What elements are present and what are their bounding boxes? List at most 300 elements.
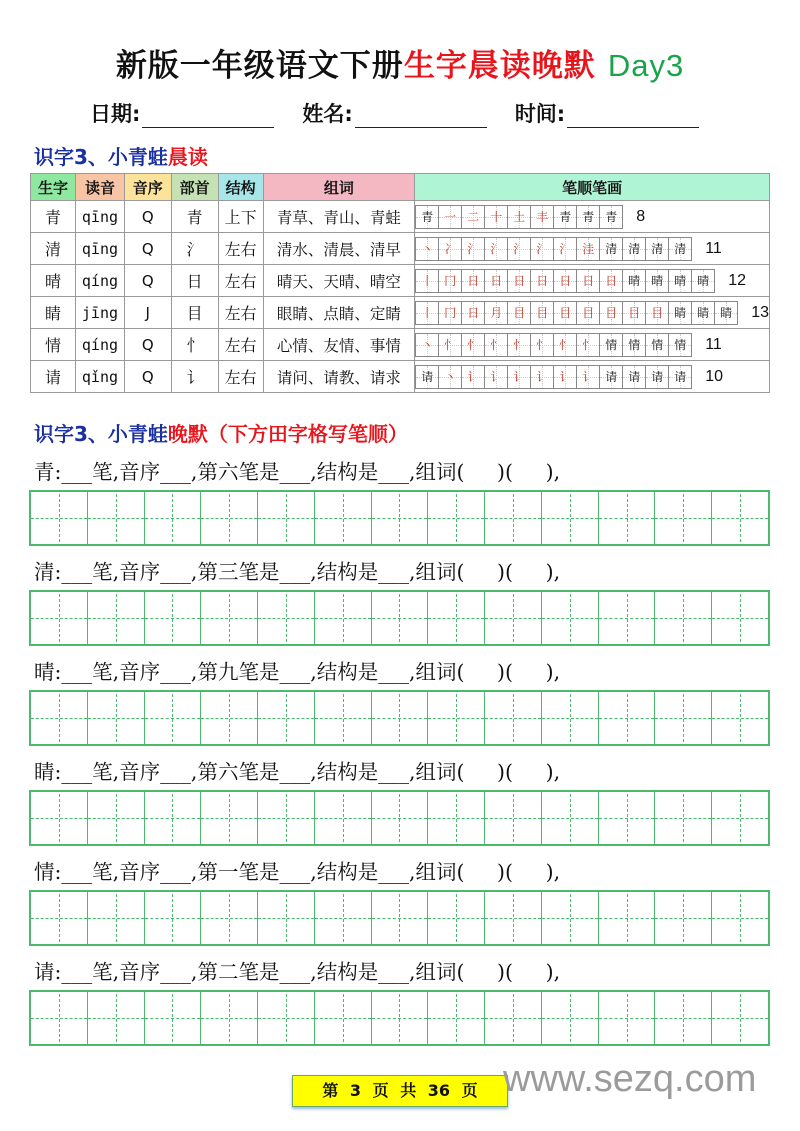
stroke-step-box: [507, 269, 531, 293]
stroke-step-box: [530, 301, 554, 325]
tianzige-cell[interactable]: [88, 692, 145, 744]
tianzige-cell[interactable]: [372, 692, 429, 744]
stroke-step-box: [507, 333, 531, 357]
stroke-step-glyph: 洼: [582, 242, 595, 256]
radical-cell: 青: [171, 201, 218, 233]
stroke-step-glyph: 青: [605, 210, 618, 224]
tianzige-cell[interactable]: [542, 592, 599, 644]
tianzige-cell[interactable]: [372, 592, 429, 644]
stroke-step-box: [461, 365, 485, 389]
stroke-step-box: [668, 365, 692, 389]
tianzige-cell[interactable]: [372, 792, 429, 844]
tianzige-cell[interactable]: [542, 792, 599, 844]
stroke-step-box: [622, 269, 646, 293]
section-lesson: 识字3、小青蛙: [34, 145, 168, 169]
section-lesson: 识字3、小青蛙: [34, 422, 168, 446]
stroke-order-cell: [415, 361, 770, 393]
tianzige-cell[interactable]: [258, 792, 315, 844]
char-cell: 请: [31, 361, 76, 393]
stroke-step-glyph: 请: [421, 370, 434, 384]
stroke-step-glyph: 丰: [536, 210, 549, 224]
stroke-order-cell: [415, 201, 770, 233]
stroke-step-box: [438, 333, 462, 357]
stroke-step-box: [438, 301, 462, 325]
stroke-step-box: [691, 301, 715, 325]
stroke-count: 11: [705, 335, 722, 353]
tianzige-cell[interactable]: [712, 892, 768, 944]
stroke-step-box: [599, 205, 623, 229]
stroke-step-box: [668, 301, 692, 325]
stroke-count: 13: [751, 303, 769, 321]
stroke-step-box: [553, 237, 577, 261]
stroke-step-glyph: 氵: [490, 242, 503, 256]
tianzige-cell[interactable]: [485, 592, 542, 644]
tianzige-cell[interactable]: [655, 492, 712, 544]
stroke-step-glyph: 日: [605, 274, 618, 288]
name-label: 姓名:: [302, 102, 353, 126]
tianzige-cell[interactable]: [428, 892, 485, 944]
tianzige-cell[interactable]: [145, 992, 202, 1044]
stroke-step-box: [530, 365, 554, 389]
stroke-step-glyph: 青: [559, 210, 572, 224]
tianzige-writing-grid: [29, 790, 770, 846]
tianzige-cell[interactable]: [145, 792, 202, 844]
char-cell: 青: [31, 201, 76, 233]
tianzige-cell[interactable]: [599, 992, 656, 1044]
stroke-step-glyph: 月: [490, 306, 503, 320]
stroke-step-box: [576, 301, 600, 325]
tianzige-cell[interactable]: [655, 592, 712, 644]
tianzige-cell[interactable]: [258, 692, 315, 744]
tianzige-cell[interactable]: [258, 592, 315, 644]
radical-cell: 讠: [171, 361, 218, 393]
stroke-step-box: [599, 365, 623, 389]
stroke-step-glyph: 日: [467, 306, 480, 320]
question-line: 睛:___笔,音序___,第六笔是___,结构是___,组词( )( ),: [34, 760, 561, 784]
tianzige-cell[interactable]: [428, 792, 485, 844]
stroke-step-glyph: 日: [490, 274, 503, 288]
tianzige-cell[interactable]: [372, 892, 429, 944]
tianzige-cell[interactable]: [88, 792, 145, 844]
stroke-step-glyph: 丶: [421, 338, 434, 352]
tianzige-cell[interactable]: [315, 492, 372, 544]
structure-cell: 左右: [218, 297, 263, 329]
time-label: 时间:: [514, 102, 566, 126]
header-strokes: 笔顺笔画: [415, 174, 770, 201]
initial-cell: Q: [124, 201, 171, 233]
stroke-step-glyph: 目: [513, 306, 526, 320]
table-row: [31, 233, 770, 265]
stroke-order-cell: [415, 265, 770, 297]
stroke-count: 8: [636, 207, 646, 225]
stroke-step-box: [507, 301, 531, 325]
tianzige-cell[interactable]: [201, 992, 258, 1044]
char-cell: 情: [31, 329, 76, 361]
stroke-step-box: [415, 365, 439, 389]
page-number-badge: 第 3 页 共 36 页: [292, 1075, 508, 1107]
stroke-step-box: [461, 301, 485, 325]
tianzige-cell[interactable]: [485, 892, 542, 944]
tianzige-writing-grid: [29, 990, 770, 1046]
tianzige-cell[interactable]: [485, 992, 542, 1044]
tianzige-cell[interactable]: [542, 492, 599, 544]
char-cell: 晴: [31, 265, 76, 297]
stroke-step-box: [461, 333, 485, 357]
stroke-order-cell: [415, 297, 770, 329]
header-char: 生字: [31, 174, 76, 201]
title-highlight: 生字晨读晚默: [403, 48, 596, 84]
structure-cell: 左右: [218, 265, 263, 297]
stroke-step-box: [484, 301, 508, 325]
stroke-step-glyph: 土: [513, 210, 526, 224]
stroke-step-glyph: 冂: [444, 274, 457, 288]
stroke-step-glyph: 讠: [582, 370, 595, 384]
stroke-order-cell: [415, 329, 770, 361]
stroke-step-glyph: 晴: [697, 274, 710, 288]
tianzige-cell[interactable]: [599, 592, 656, 644]
stroke-step-glyph: 忄: [536, 338, 549, 352]
stroke-step-box: [461, 269, 485, 293]
stroke-step-box: [484, 205, 508, 229]
stroke-step-box: [576, 365, 600, 389]
stroke-step-glyph: 日: [536, 274, 549, 288]
tianzige-cell[interactable]: [655, 692, 712, 744]
time-field[interactable]: [515, 98, 699, 128]
stroke-step-glyph: 一: [444, 210, 457, 224]
initial-cell: J: [124, 297, 171, 329]
tianzige-cell[interactable]: [201, 892, 258, 944]
tianzige-cell[interactable]: [258, 992, 315, 1044]
stroke-step-box: [438, 269, 462, 293]
header-radical: 部首: [171, 174, 218, 201]
tianzige-cell[interactable]: [31, 992, 88, 1044]
radical-cell: 日: [171, 265, 218, 297]
stroke-step-box: [484, 269, 508, 293]
stroke-step-box: [484, 237, 508, 261]
tianzige-cell[interactable]: [201, 792, 258, 844]
table-row: [31, 361, 770, 393]
tianzige-cell[interactable]: [315, 892, 372, 944]
stroke-step-glyph: 讠: [559, 370, 572, 384]
stroke-step-glyph: 目: [536, 306, 549, 320]
tianzige-cell[interactable]: [145, 492, 202, 544]
section-mode: 晚默（下方田字格写笔顺）: [167, 422, 408, 446]
tianzige-cell[interactable]: [258, 492, 315, 544]
stroke-step-glyph: 情: [628, 338, 641, 352]
stroke-step-glyph: 忄: [582, 338, 595, 352]
stroke-step-glyph: 目: [559, 306, 572, 320]
stroke-step-glyph: 清: [628, 242, 641, 256]
stroke-step-glyph: 目: [628, 306, 641, 320]
tianzige-cell[interactable]: [712, 992, 768, 1044]
tianzige-cell[interactable]: [315, 792, 372, 844]
stroke-step-glyph: 忄: [559, 338, 572, 352]
stroke-step-glyph: 冂: [444, 306, 457, 320]
tianzige-cell[interactable]: [201, 492, 258, 544]
stroke-step-box: [461, 205, 485, 229]
stroke-step-glyph: 日: [513, 274, 526, 288]
initial-cell: Q: [124, 233, 171, 265]
structure-cell: 左右: [218, 329, 263, 361]
stroke-step-box: [530, 205, 554, 229]
stroke-step-box: [668, 237, 692, 261]
title-day: Day3: [607, 48, 685, 83]
stroke-step-box: [530, 269, 554, 293]
tianzige-cell[interactable]: [372, 992, 429, 1044]
table-row: [31, 265, 770, 297]
tianzige-cell[interactable]: [712, 692, 768, 744]
stroke-step-glyph: 讠: [467, 370, 480, 384]
stroke-step-box: [553, 205, 577, 229]
tianzige-cell[interactable]: [201, 592, 258, 644]
stroke-step-box: [622, 237, 646, 261]
words-cell: 清水、清晨、清早: [263, 233, 415, 265]
words-cell: 晴天、天晴、晴空: [263, 265, 415, 297]
stroke-step-glyph: 十: [490, 210, 503, 224]
tianzige-cell[interactable]: [31, 892, 88, 944]
tianzige-cell[interactable]: [485, 792, 542, 844]
stroke-step-box: [415, 269, 439, 293]
stroke-step-glyph: 睛: [697, 306, 710, 320]
tianzige-cell[interactable]: [31, 492, 88, 544]
stroke-step-glyph: 青: [582, 210, 595, 224]
stroke-step-box: [438, 237, 462, 261]
stroke-step-box: [507, 205, 531, 229]
tianzige-cell[interactable]: [712, 592, 768, 644]
initial-cell: Q: [124, 265, 171, 297]
radical-cell: 忄: [171, 329, 218, 361]
tianzige-cell[interactable]: [145, 892, 202, 944]
stroke-step-box: [622, 301, 646, 325]
tianzige-cell[interactable]: [599, 892, 656, 944]
tianzige-cell[interactable]: [599, 492, 656, 544]
stroke-order-cell: [415, 233, 770, 265]
tianzige-cell[interactable]: [428, 492, 485, 544]
table-row: [31, 297, 770, 329]
tianzige-cell[interactable]: [655, 892, 712, 944]
stroke-step-box: [645, 333, 669, 357]
name-field[interactable]: [302, 98, 486, 128]
stroke-step-glyph: 氵: [536, 242, 549, 256]
stroke-step-glyph: 清: [605, 242, 618, 256]
stroke-step-box: [645, 301, 669, 325]
tianzige-cell[interactable]: [542, 992, 599, 1044]
stroke-step-glyph: 忄: [444, 338, 457, 352]
stroke-step-box: [461, 237, 485, 261]
date-blank[interactable]: [142, 104, 274, 128]
stroke-step-box: [714, 301, 738, 325]
pinyin-cell: qīng: [76, 233, 125, 265]
stroke-step-glyph: 二: [467, 210, 480, 224]
tianzige-cell[interactable]: [599, 792, 656, 844]
stroke-step-box: [668, 333, 692, 357]
tianzige-cell[interactable]: [428, 992, 485, 1044]
stroke-step-glyph: 日: [559, 274, 572, 288]
stroke-step-box: [553, 333, 577, 357]
tianzige-writing-grid: [29, 890, 770, 946]
tianzige-cell[interactable]: [201, 692, 258, 744]
tianzige-writing-grid: [29, 490, 770, 546]
stroke-step-glyph: 忄: [467, 338, 480, 352]
stroke-count: 12: [728, 271, 746, 289]
tianzige-cell[interactable]: [88, 892, 145, 944]
stroke-step-glyph: 请: [674, 370, 687, 384]
stroke-step-glyph: 讠: [513, 370, 526, 384]
tianzige-cell[interactable]: [31, 692, 88, 744]
tianzige-cell[interactable]: [315, 592, 372, 644]
stroke-step-box: [484, 333, 508, 357]
date-label: 日期:: [90, 102, 141, 126]
tianzige-cell[interactable]: [655, 992, 712, 1044]
tianzige-cell[interactable]: [372, 492, 429, 544]
tianzige-cell[interactable]: [31, 792, 88, 844]
pinyin-cell: qīng: [76, 201, 125, 233]
pinyin-cell: qíng: [76, 329, 125, 361]
stroke-step-box: [576, 205, 600, 229]
table-header-row: [31, 174, 770, 201]
stroke-step-box: [645, 269, 669, 293]
stroke-step-glyph: 睛: [720, 306, 733, 320]
stroke-step-box: [553, 365, 577, 389]
stroke-step-box: [438, 365, 462, 389]
stroke-step-glyph: 晴: [651, 274, 664, 288]
stroke-step-glyph: 晴: [674, 274, 687, 288]
tianzige-cell[interactable]: [655, 792, 712, 844]
tianzige-cell[interactable]: [428, 692, 485, 744]
pinyin-cell: qíng: [76, 265, 125, 297]
tianzige-cell[interactable]: [315, 692, 372, 744]
stroke-step-glyph: 情: [674, 338, 687, 352]
stroke-count: 11: [705, 239, 722, 257]
tianzige-cell[interactable]: [485, 692, 542, 744]
structure-cell: 上下: [218, 201, 263, 233]
stroke-step-glyph: 目: [605, 306, 618, 320]
tianzige-cell[interactable]: [145, 592, 202, 644]
stroke-step-glyph: 清: [651, 242, 664, 256]
radical-cell: 氵: [171, 233, 218, 265]
pinyin-cell: qǐng: [76, 361, 125, 393]
char-cell: 清: [31, 233, 76, 265]
stroke-step-glyph: 青: [421, 210, 434, 224]
stroke-step-glyph: 氵: [559, 242, 572, 256]
stroke-step-box: [507, 237, 531, 261]
stroke-step-box: [530, 237, 554, 261]
question-line: 请:___笔,音序___,第二笔是___,结构是___,组词( )( ),: [34, 960, 561, 984]
stroke-step-box: [645, 237, 669, 261]
stroke-step-box: [622, 333, 646, 357]
stroke-step-box: [484, 365, 508, 389]
words-cell: 青草、青山、青蛙: [263, 201, 415, 233]
stroke-step-glyph: 丶: [421, 242, 434, 256]
stroke-step-box: [415, 333, 439, 357]
tianzige-cell[interactable]: [315, 992, 372, 1044]
stroke-step-glyph: 晴: [628, 274, 641, 288]
stroke-step-box: [576, 269, 600, 293]
stroke-step-glyph: 睛: [674, 306, 687, 320]
header-initial: 音序: [124, 174, 171, 201]
tianzige-cell[interactable]: [145, 692, 202, 744]
question-line: 青:___笔,音序___,第六笔是___,结构是___,组词( )( ),: [34, 460, 561, 484]
words-cell: 心情、友情、事情: [263, 329, 415, 361]
morning-section-title: [34, 141, 208, 170]
stroke-step-box: [553, 301, 577, 325]
header-pinyin: 读音: [76, 174, 125, 201]
question-line: 情:___笔,音序___,第一笔是___,结构是___,组词( )( ),: [34, 860, 561, 884]
initial-cell: Q: [124, 329, 171, 361]
date-field[interactable]: [90, 98, 274, 128]
stroke-step-glyph: 目: [582, 306, 595, 320]
question-line: 晴:___笔,音序___,第九笔是___,结构是___,组词( )( ),: [34, 660, 561, 684]
tianzige-cell[interactable]: [485, 492, 542, 544]
structure-cell: 左右: [218, 233, 263, 265]
stroke-step-glyph: 请: [605, 370, 618, 384]
tianzige-cell[interactable]: [88, 492, 145, 544]
tianzige-cell[interactable]: [428, 592, 485, 644]
stroke-step-box: [507, 365, 531, 389]
stroke-step-glyph: 讠: [536, 370, 549, 384]
stroke-step-glyph: 请: [628, 370, 641, 384]
stroke-step-box: [645, 365, 669, 389]
tianzige-cell[interactable]: [88, 592, 145, 644]
stroke-step-box: [599, 301, 623, 325]
stroke-step-glyph: 情: [605, 338, 618, 352]
character-table: [30, 173, 770, 393]
tianzige-cell[interactable]: [31, 592, 88, 644]
tianzige-cell[interactable]: [258, 892, 315, 944]
stroke-step-box: [530, 333, 554, 357]
radical-cell: 目: [171, 297, 218, 329]
stroke-step-box: [553, 269, 577, 293]
stroke-step-glyph: 氵: [467, 242, 480, 256]
stroke-step-glyph: 丨: [421, 306, 434, 320]
stroke-step-glyph: 丨: [421, 274, 434, 288]
stroke-step-glyph: 日: [582, 274, 595, 288]
stroke-step-glyph: 请: [651, 370, 664, 384]
stroke-count: 10: [705, 367, 723, 385]
words-cell: 眼睛、点睛、定睛: [263, 297, 415, 329]
tianzige-cell[interactable]: [542, 892, 599, 944]
words-cell: 请问、请教、请求: [263, 361, 415, 393]
stroke-step-box: [599, 269, 623, 293]
stroke-step-box: [691, 269, 715, 293]
stroke-step-glyph: 忄: [490, 338, 503, 352]
stroke-step-box: [415, 205, 439, 229]
stroke-step-box: [622, 365, 646, 389]
header-words: 组词: [263, 174, 415, 201]
pinyin-cell: jīng: [76, 297, 125, 329]
table-row: [31, 329, 770, 361]
watermark: www.sezq.com: [503, 1058, 757, 1100]
tianzige-cell[interactable]: [88, 992, 145, 1044]
tianzige-cell[interactable]: [542, 692, 599, 744]
question-line: 清:___笔,音序___,第三笔是___,结构是___,组词( )( ),: [34, 560, 561, 584]
stroke-step-box: [576, 237, 600, 261]
tianzige-cell[interactable]: [712, 792, 768, 844]
structure-cell: 左右: [218, 361, 263, 393]
tianzige-cell[interactable]: [599, 692, 656, 744]
time-blank[interactable]: [567, 104, 699, 128]
stroke-step-glyph: 忄: [513, 338, 526, 352]
stroke-step-box: [599, 237, 623, 261]
stroke-step-box: [415, 237, 439, 261]
initial-cell: Q: [124, 361, 171, 393]
section-mode: 晨读: [167, 145, 208, 169]
stroke-step-glyph: 情: [651, 338, 664, 352]
name-blank[interactable]: [355, 104, 487, 128]
tianzige-cell[interactable]: [712, 492, 768, 544]
stroke-step-glyph: 氵: [513, 242, 526, 256]
stroke-step-box: [576, 333, 600, 357]
